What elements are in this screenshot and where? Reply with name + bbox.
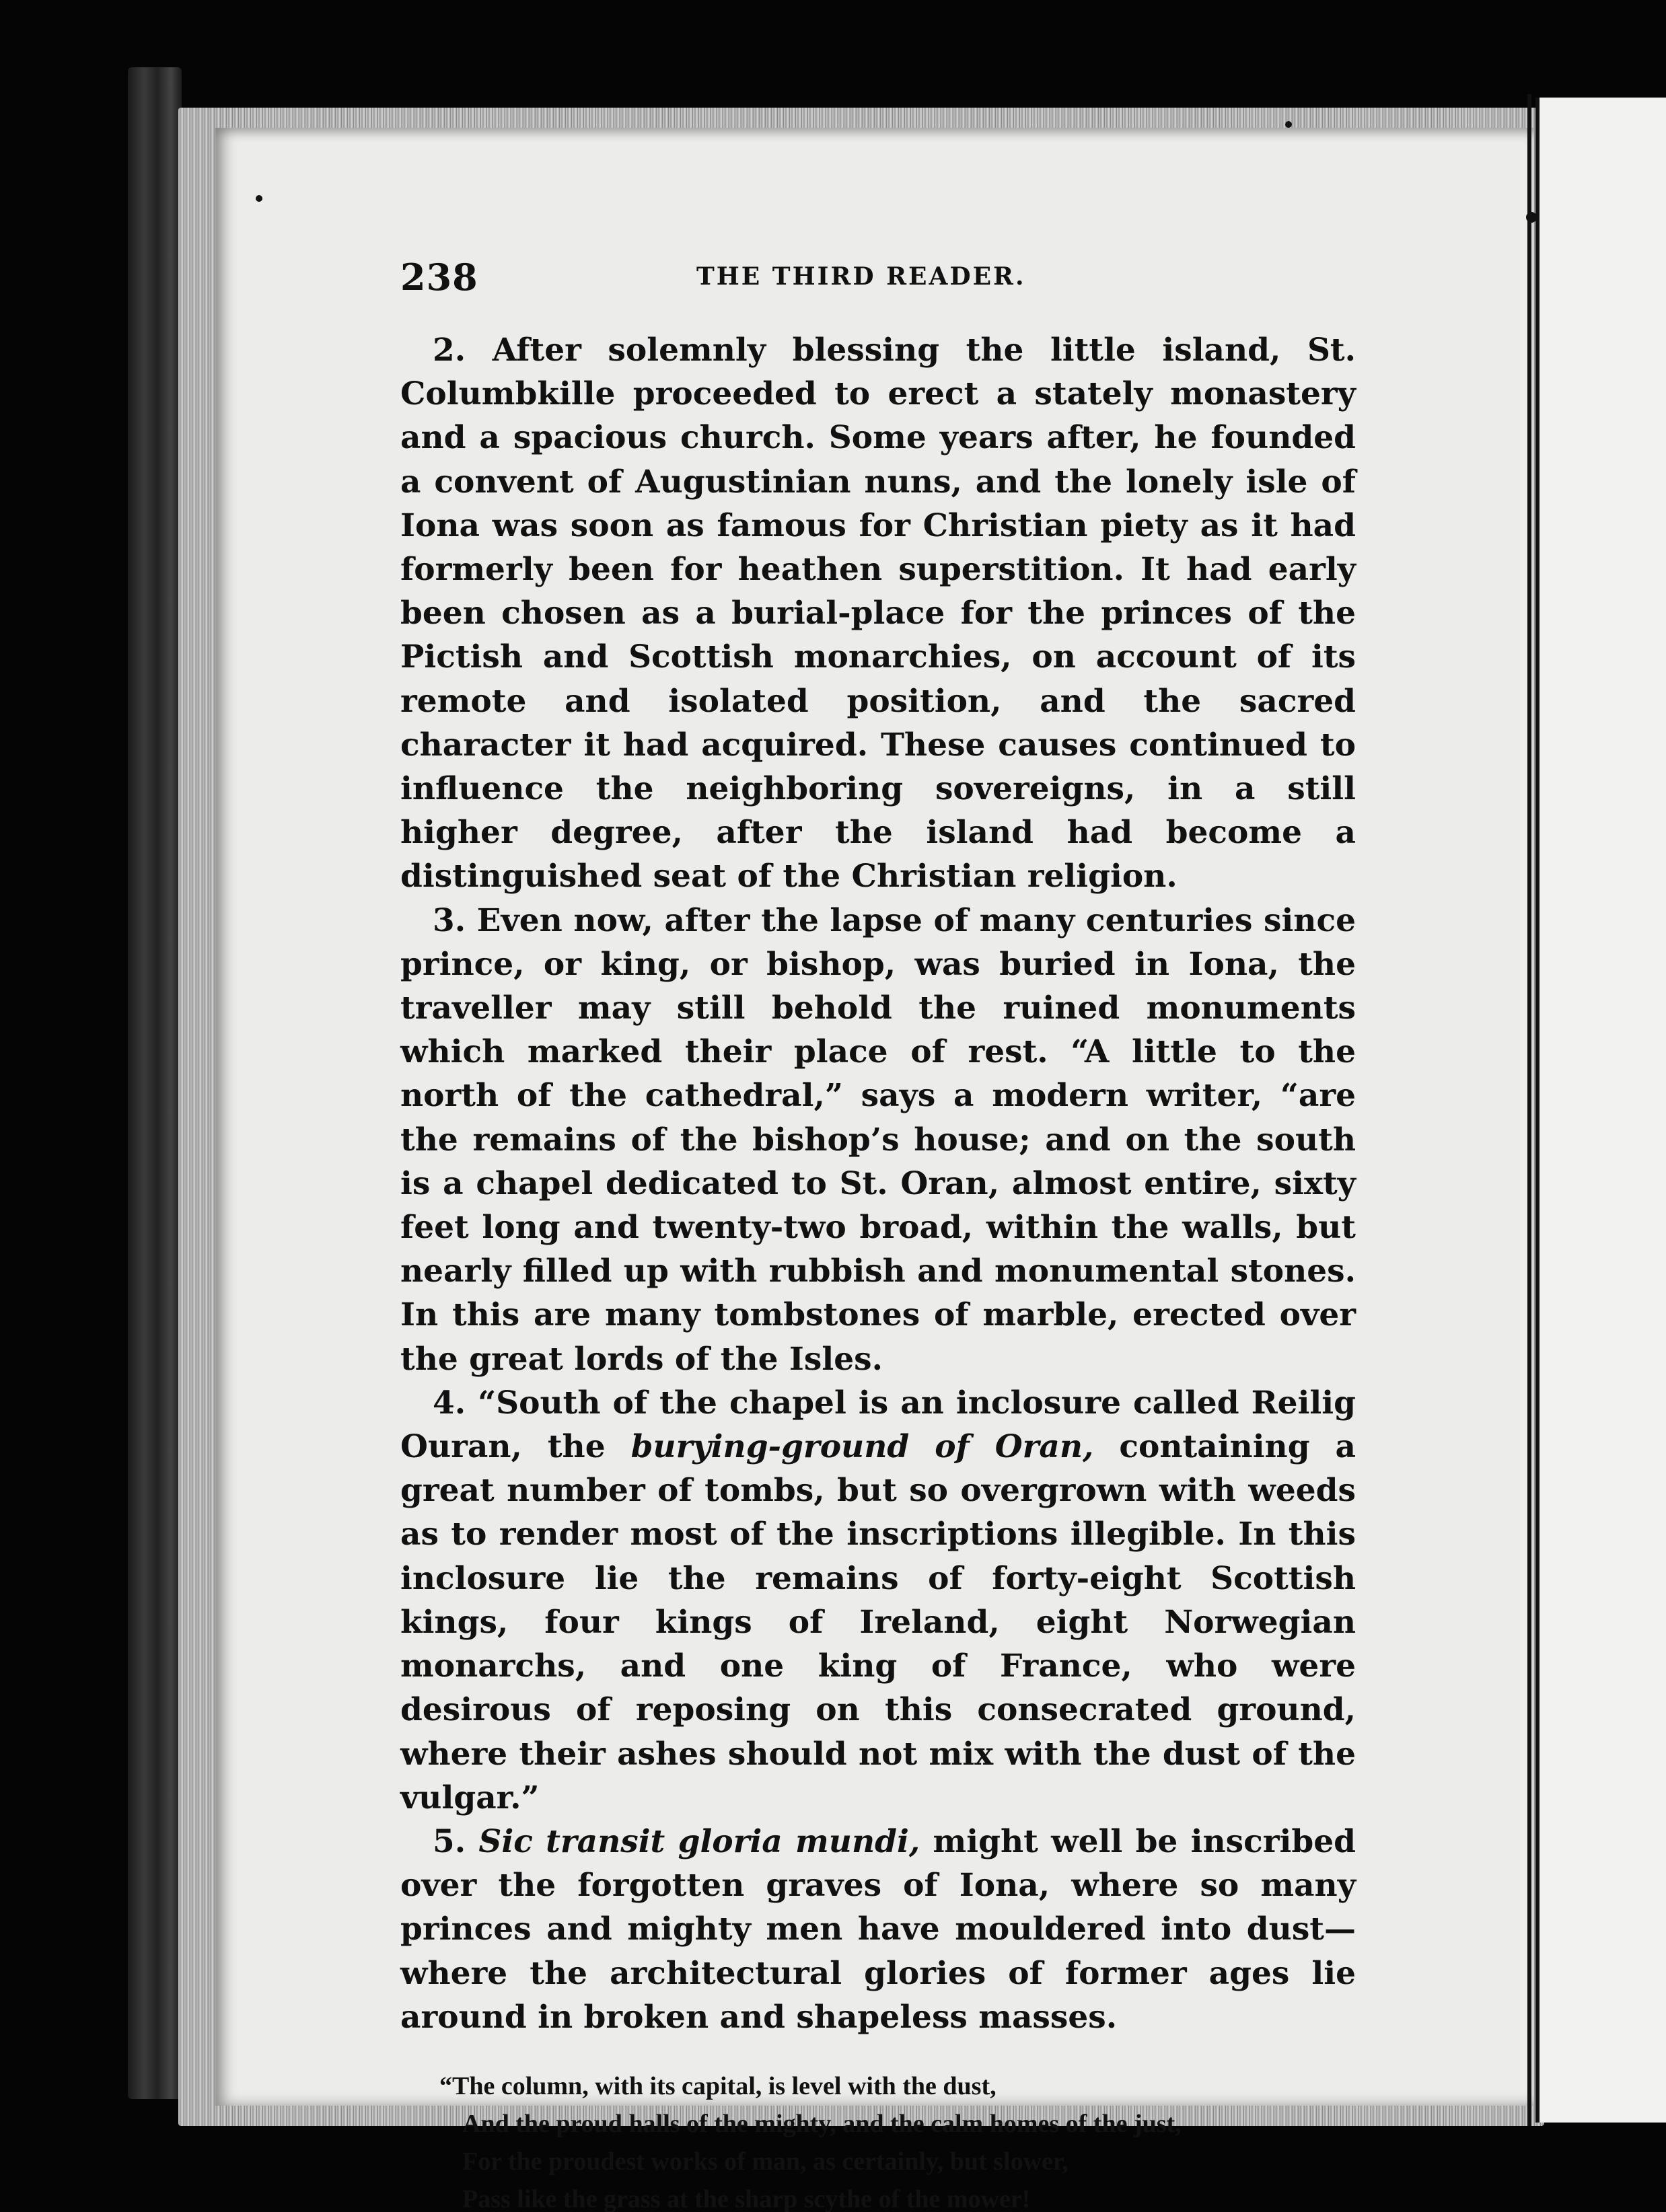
poem-line: For the proudest works of man, as certainly, but slower, (462, 2147, 1069, 2176)
paragraph-number: 3. (433, 901, 466, 939)
page-content (400, 256, 1356, 2212)
speck-mark (1285, 121, 1292, 128)
paragraph-text: might well be inscribed over the forgotten graves of Iona, where so many princes and mighty men have mouldered into dust—where the architectural glories of former ages lie around in broken and shapeless masses. (400, 1822, 1356, 2036)
facing-page-strip (1535, 98, 1666, 2123)
poem-line: And the proud halls of the mighty, and the calm homes of the just, (462, 2109, 1182, 2138)
paragraph-4 (400, 1381, 1356, 1820)
speck-mark (256, 195, 262, 202)
book-spine-edge (128, 67, 182, 2099)
paragraph-3 (400, 899, 1356, 1381)
paragraph-text: containing a great number of tombs, but so overgrown with weeds as to render most of the inscriptions illegible. In this inclosure lie the remains of forty-eight Scottish kings, four kings of Ireland, eight Norwegian monarchs, and one king of France, who were desirous of reposing on this consecrated ground, where their ashes should not mix with the dust of the vulgar.” (400, 1428, 1356, 1816)
poem-quotation (439, 2067, 1356, 2212)
paragraph-number: 5. (433, 1822, 466, 1860)
paragraph-text: Even now, after the lapse of many centuries since prince, or king, or bishop, was buried in Iona, the traveller may still behold the ruined monuments which marked their place of rest. “A little to the north of the cathedral,” says a modern writer, “are the remains of the bishop’s house; and on the south is a chapel dedicated to St. Oran, almost entire, sixty feet long and twenty-two broad, within the walls, but nearly filled up with rubbish and monumental stones. In this are many tombstones of marble, erected over the great lords of the Isles. (400, 901, 1356, 1378)
poem-line: Pass like the grass at the sharp scythe of the mower! (462, 2184, 1031, 2212)
running-head: THE THIRD READER. (696, 262, 1026, 291)
poem-line: “The column, with its capital, is level with the dust, (439, 2071, 997, 2100)
paragraph-number: 4. (433, 1384, 466, 1422)
gutter-line (1527, 94, 1531, 2126)
page-header (400, 256, 1356, 309)
paragraph-number: 2. (433, 332, 466, 369)
paragraph-text: “South of the chapel is an inclosure called Reilig Ouran, the (400, 1384, 1356, 1466)
paragraph-italic-phrase: Sic transit gloria mundi, (478, 1822, 920, 1860)
paragraph-2 (400, 328, 1356, 899)
paragraph-italic-phrase: burying-ground of Oran, (630, 1428, 1094, 1466)
paragraph-5 (400, 1820, 1356, 2039)
paragraph-text: After solemnly blessing the little island, St. Columbkille proceeded to erect a stately monastery and a spacious church. Some years after, he founded a convent of Augustinian nuns, and the lonely isle of Iona was soon as famous for Christian piety as it had formerly been for heathen superstition. It had early been chosen as a burial-place for the princes of the Pictish and Scottish monarchies, on account of its remote and isolated position, and the sacred character it had acquired. These causes continued to influence the neighboring sovereigns, in a still higher degree, after the island had become a distinguished seat of the Christian religion. (400, 332, 1356, 895)
page-number: 238 (400, 256, 478, 299)
speck-mark (1526, 212, 1537, 223)
